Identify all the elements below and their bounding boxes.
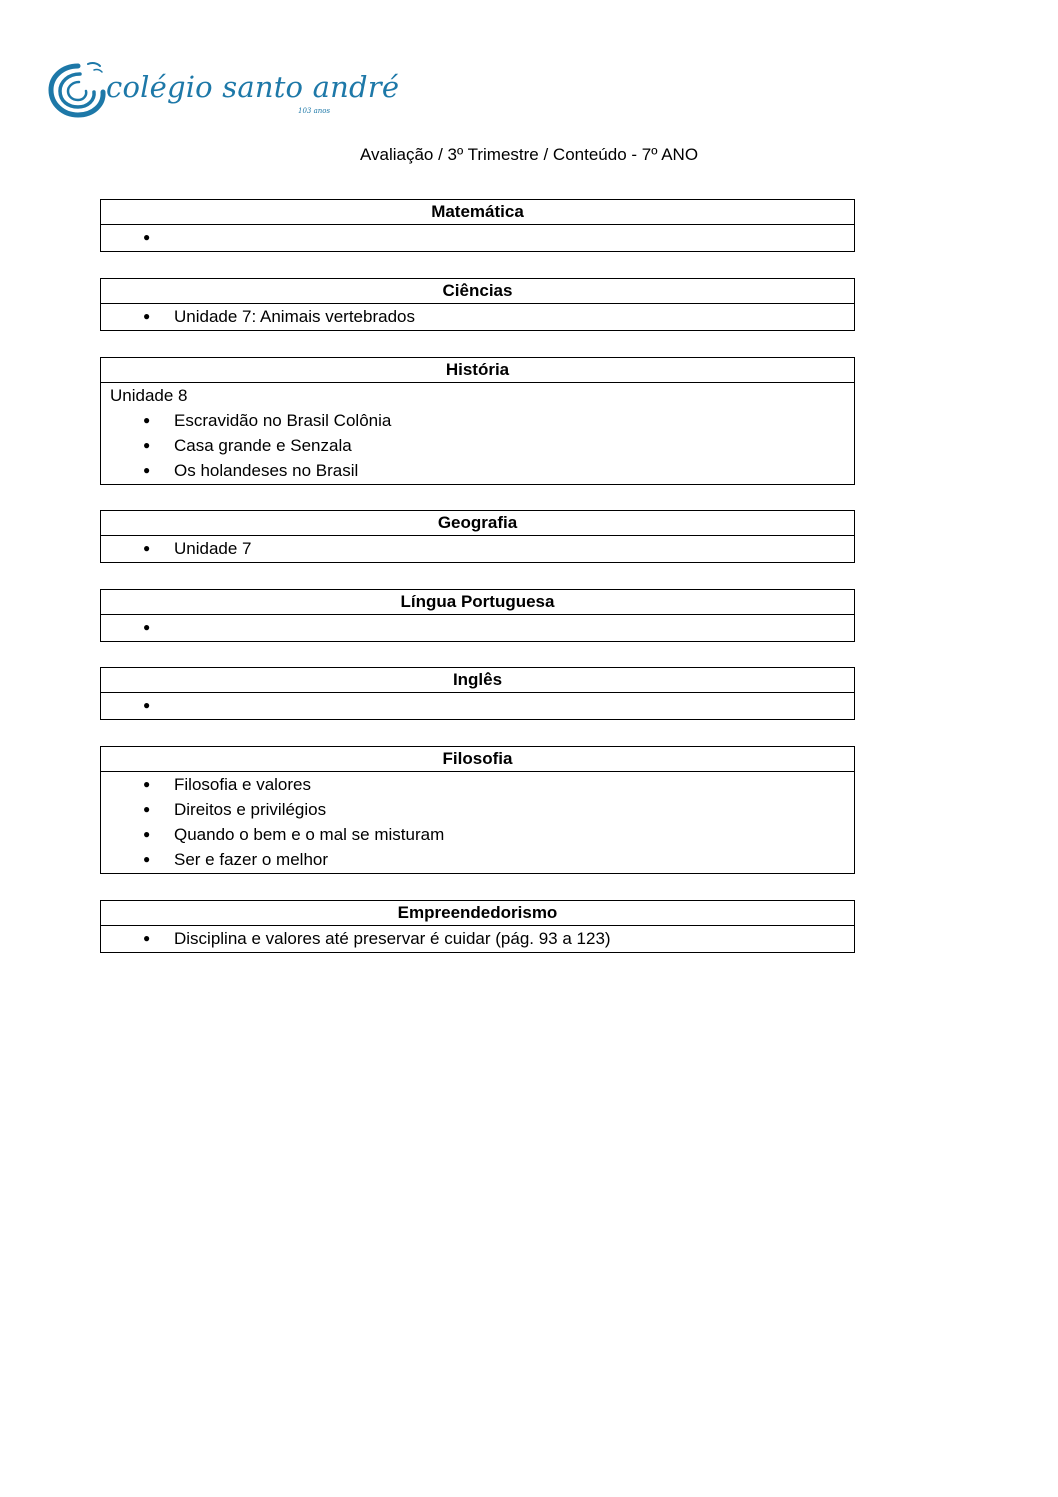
list-item — [101, 797, 854, 822]
list-item-text: Escravidão no Brasil Colônia — [174, 411, 392, 430]
school-logo — [48, 58, 400, 120]
subject-title: Inglês — [101, 668, 854, 693]
list-item-text: Os holandeses no Brasil — [174, 461, 359, 480]
logo-tagline: 103 anos — [298, 107, 331, 115]
list-item — [101, 822, 854, 847]
subject-box-filosofia — [100, 746, 855, 874]
bullet-icon: ● — [143, 802, 151, 816]
document-title: Avaliação / 3º Trimestre / Conteúdo - 7º ANO — [359, 145, 699, 164]
list-item-text: Unidade 7: Animais vertebrados — [174, 307, 415, 326]
unit-heading — [101, 383, 854, 408]
bullet-icon: ● — [143, 309, 151, 323]
subject-box-empreendedorismo — [100, 900, 855, 953]
bullet-icon: ● — [143, 230, 151, 244]
list-item — [101, 615, 854, 640]
subject-title: Filosofia — [101, 747, 854, 772]
list-item — [101, 433, 854, 458]
subject-title: Matemática — [101, 200, 854, 225]
subject-box-geografia — [100, 510, 855, 563]
subject-title: História — [101, 358, 854, 383]
list-item — [101, 304, 854, 329]
bullet-icon: ● — [143, 620, 151, 634]
list-item-text: Quando o bem e o mal se misturam — [174, 825, 445, 844]
list-item — [101, 926, 854, 951]
bullet-icon: ● — [143, 777, 151, 791]
list-item-text: Ser e fazer o melhor — [174, 850, 329, 869]
list-item-text: Disciplina e valores até preservar é cuidar (pág. 93 a 123) — [174, 929, 611, 948]
spiral-logo-icon — [48, 58, 108, 120]
list-item — [101, 225, 854, 250]
subject-box-matematica — [100, 199, 855, 252]
list-item — [101, 408, 854, 433]
subject-title: Língua Portuguesa — [101, 590, 854, 615]
list-item — [101, 693, 854, 718]
logo-wordmark: colégio santo andré — [106, 70, 400, 104]
list-item-text: Casa grande e Senzala — [174, 436, 352, 455]
unit-heading-text: Unidade 8 — [110, 386, 188, 405]
list-item-text: Direitos e privilégios — [174, 800, 327, 819]
list-item — [101, 847, 854, 872]
bullet-icon: ● — [143, 463, 151, 477]
bullet-icon: ● — [143, 852, 151, 866]
bullet-icon: ● — [143, 541, 151, 555]
list-item — [101, 536, 854, 561]
subject-title: Ciências — [101, 279, 854, 304]
bullet-icon: ● — [143, 698, 151, 712]
subject-box-ciencias — [100, 278, 855, 331]
bullet-icon: ● — [143, 931, 151, 945]
list-item-text: Filosofia e valores — [174, 775, 312, 794]
subject-box-ingles — [100, 667, 855, 720]
list-item — [101, 772, 854, 797]
bullet-icon: ● — [143, 413, 151, 427]
subject-title: Geografia — [101, 511, 854, 536]
list-item — [101, 458, 854, 483]
subject-box-lingua-portuguesa — [100, 589, 855, 642]
bullet-icon: ● — [143, 438, 151, 452]
list-item-text: Unidade 7 — [174, 539, 252, 558]
subject-box-historia — [100, 357, 855, 485]
bullet-icon: ● — [143, 827, 151, 841]
subject-title: Empreendedorismo — [101, 901, 854, 926]
